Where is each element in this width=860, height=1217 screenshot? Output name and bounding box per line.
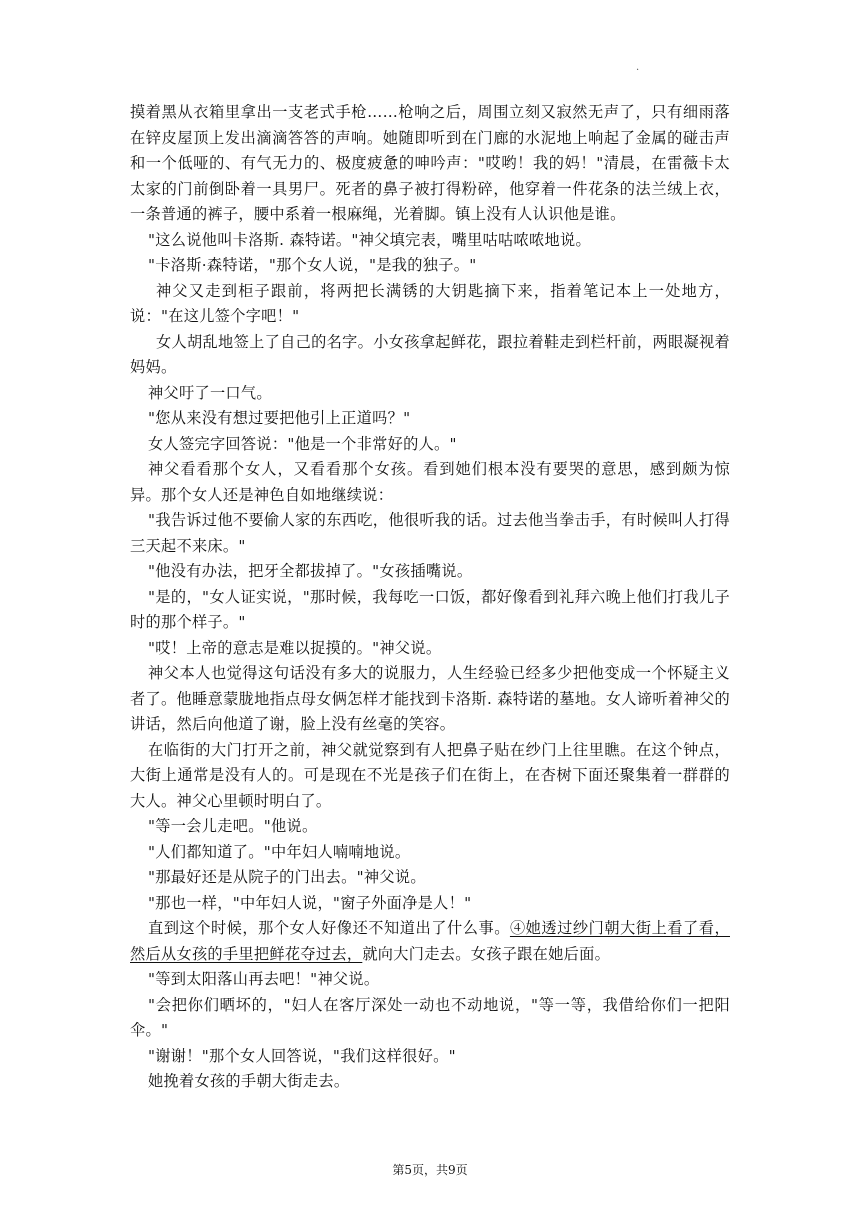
paragraph-6: 神父吁了一口气。 [148,383,272,402]
paragraph-20 [130,916,730,967]
paragraph-1: 摸着黑从衣箱里拿出一支老式手枪……枪响之后，周围立刻又寂然无声了，只有细雨落在锌皮屋顶上发出滴滴答答的声响。她随即听到在门廊的水泥地上响起了金属的碰击声和一个低哑的、有气无力的、极度疲惫的呻吟声："哎哟！我的妈！"清晨，在雷薇卡太太家的门前倒卧着一具男尸。死者的鼻子被打得粉碎，他穿着一件花条的法兰绒上衣，一条普通的裤子，腰中系着一根麻绳，光着脚。镇上没有人认识他是谁。 [130,103,730,223]
paragraph-24: 她挽着女孩的手朝大街走去。 [148,1072,350,1090]
paragraph-12: "是的，"女人证实说，"那时候，我每吃一口饭，都好像看到礼拜六晚上他们打我儿子时的那个样子。" [130,587,730,631]
paragraph-23: "谢谢！"那个女人回答说，"我们这样很好。" [148,1046,456,1065]
paragraph-3: "卡洛斯·森特诺，"那个女人说，"是我的独子。" [148,256,477,274]
page-number-footer: 第5页，共9页 [392,1163,468,1177]
paragraph-17: "人们都知道了。"中年妇人喃喃地说。 [148,842,411,861]
paragraph-9: 神父看看那个女人，又看看那个女孩。看到她们根本没有要哭的意思，感到颇为惊异。那个女人还是神色自如地继续说： [130,460,730,504]
paragraph-20-tail: 就向大门走去。女孩子跟在她后面。 [362,944,611,963]
paragraph-18: "那最好还是从院子的门出去。"神父说。 [148,868,426,886]
paragraph-7: "您从来没有想过要把他引上正道吗？" [148,409,411,427]
paragraph-2: "这么说他叫卡洛斯. 森特诺。"神父填完表，嘴里咕咕哝哝地说。 [148,230,591,249]
underlined-question-4: ④她透过纱门朝大街上看了看，然后从女孩的手里把鲜花夺过去， [130,919,730,963]
paragraph-14: 神父本人也觉得这句话没有多大的说服力，人生经验已经多少把他变成一个怀疑主义者了。他睡意蒙胧地指点母女俩怎样才能找到卡洛斯. 森特诺的墓地。女人谛听着神父的讲话，然后向他道了谢，脸上没有丝毫的笑容。 [130,664,730,733]
paragraph-21: "等到太阳落山再去吧！"神父说。 [148,970,380,988]
paragraph-20-lead: 直到这个时候，那个女人好像还不知道出了什么事。 [148,919,510,937]
header-mark: . [636,62,640,73]
paragraph-8: 女人签完字回答说："他是一个非常好的人。" [148,434,457,453]
paragraph-13: "哎！上帝的意志是难以捉摸的。"神父说。 [148,638,442,657]
paragraph-22: "会把你们晒坏的，"妇人在客厅深处一动也不动地说，"等一等，我借给你们一把阳伞。" [130,995,730,1039]
paragraph-11: "他没有办法，把牙全都拔掉了。"女孩插嘴说。 [148,562,473,580]
paragraph-19: "那也一样，"中年妇人说，"窗子外面净是人！" [148,893,472,912]
paragraph-16: "等一会儿走吧。"他说。 [148,817,318,835]
article-body [130,100,730,1095]
paragraph-10: "我告诉过他不要偷人家的东西吃，他很听我的话。过去他当拳击手，有时候叫人打得三天起不来床。" [130,511,730,555]
paragraph-5: 女人胡乱地签上了自己的名字。小女孩拿起鲜花，跟拉着鞋走到栏杆前，两眼凝视着妈妈。 [130,332,730,376]
paragraph-4: 神父又走到柜子跟前，将两把长满锈的大钥匙摘下来，指着笔记本上一处地方，说："在这儿签个字吧！" [130,281,730,325]
paragraph-15: 在临街的大门打开之前，神父就觉察到有人把鼻子贴在纱门上往里瞧。在这个钟点，大街上通常是没有人的。可是现在不光是孩子们在街上，在杏树下面还聚集着一群群的大人。神父心里顿时明白了。 [130,740,730,810]
